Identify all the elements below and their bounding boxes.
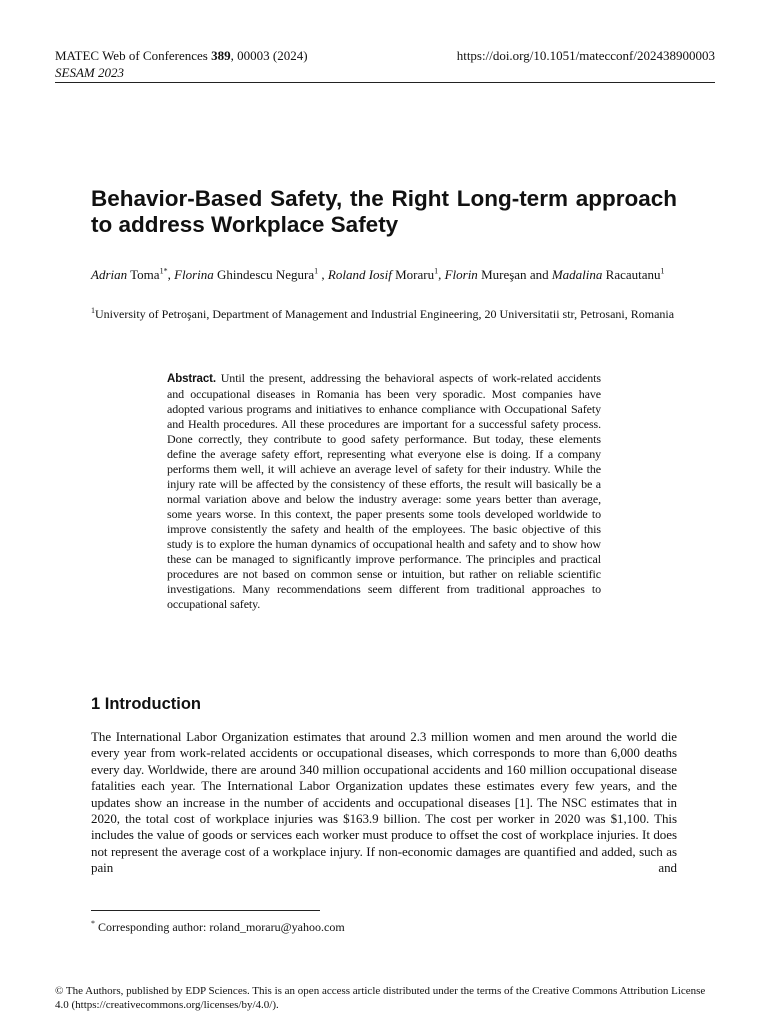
license-footer: © The Authors, published by EDP Sciences. This is an open access article distributed under the terms of the Creative Commons Attribution License 4.0 (https://creativecommons.org/licenses/by/4.0/). [55, 985, 706, 1011]
footnote-divider [91, 910, 320, 911]
section-body: The International Labor Organization estimates that around 2.3 million women and men around the world die every year from work-related accidents or occupational diseases, which corresponds to more than 6,000 deaths every day. Worldwide, there are around 340 million occupational accidents and 160 million occupational disease fatalities each year. The International Labor Organization updates these estimates every few years, and the updates show an increase in the number of accidents and occupational diseases [1]. The NSC estimates that in 2020, the total cost of workplace injuries was $163.9 billion. The cost per worker in 2020 was $1,100. This includes the value of goods or services each worker must produce to offset the cost of workplace injuries. It does not represent the average cost of a workplace injury. If non-economic damages are quantified and added, such as pain and [91, 729, 677, 876]
journal-name: MATEC Web of Conferences [55, 48, 212, 63]
journal-article-number: , 00003 (2024) [230, 48, 308, 63]
author: Florin Mureşan [444, 267, 527, 282]
footnote: * Corresponding author: roland_moraru@yahoo.com [91, 919, 345, 934]
journal-citation [55, 47, 308, 81]
author: Madalina Racautanu$^1$ [551, 266, 665, 282]
author: Roland Iosif Moraru$^1$ [327, 266, 439, 282]
section-heading: 1 Introduction [91, 695, 201, 713]
journal-line [55, 47, 308, 64]
author: Florina Ghindescu Negura$^1$ [174, 266, 319, 282]
author: Adrian Toma$^{1*}$ [91, 266, 168, 282]
abstract [167, 371, 601, 612]
paper-title: Behavior-Based Safety, the Right Long-term approach to address Workplace Safety [91, 186, 677, 237]
abstract-text: Until the present, addressing the behavioral aspects of work-related accidents and occupational diseases in Romania has been very sporadic. Most companies have adopted various programs and initiatives to enhance compliance with Occupational Safety and Health procedures. All these procedures are important for a successful safety process. Done correctly, they contribute to good safety performance. But today, these elements define the average safety effort, representing what everyone else is doing. If a company performs them well, it will achieve an average level of safety for their industry. While the injury rate will be affected by the consistency of these efforts, the result will basically be a normal variation above and below the industry average: some years better than average, some years worse. In this context, the paper presents some tools developed worldwide to improve consistently the safety and health of the employees. The basic objective of this study is to explore the human dynamics of occupational health and safety and to show how these can be managed to significantly improve performance. The principles and practical procedures are not based on common sense or intuition, but rather on reliable scientific investigations. Many recommendations seem different from traditional approaches to occupational safety. [167, 371, 601, 611]
affiliation: $^1$University of Petroşani, Department of Management and Industrial Engineering, 20 Universitatii str, Petrosani, Romania [91, 306, 675, 321]
doi-link[interactable]: https://doi.org/10.1051/matecconf/202438900003 [456, 48, 715, 63]
journal-volume: 389 [211, 48, 231, 63]
author-list: Adrian Toma$^{1*}$, Florina Ghindescu Negura$^1$ , Roland Iosif Moraru$^1$, Florin Mureşan and Madalina Racautanu$^1$ [91, 266, 665, 282]
abstract-label: Abstract. [167, 373, 216, 385]
conference-name: SESAM 2023 [55, 65, 124, 80]
running-header [55, 46, 715, 83]
